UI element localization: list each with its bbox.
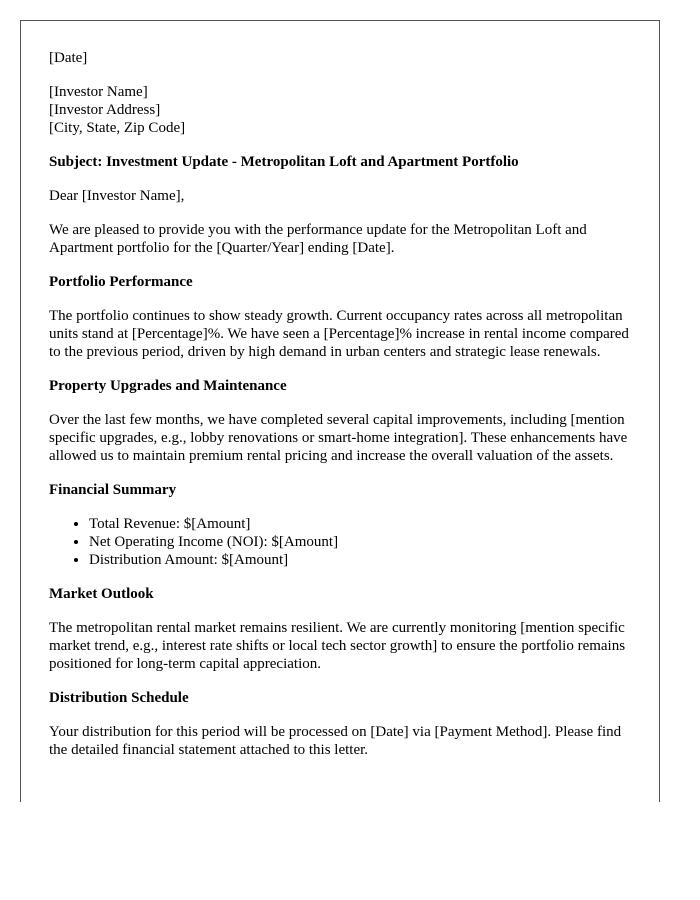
section-heading-financial-summary: Financial Summary <box>49 482 177 498</box>
section-body-upgrades: Over the last few months, we have completed several capital improvements, including [mention specific upgrades, e.g., lobby renovations or smart-home integration]. These enhancements have allowed us to maintain premium rental pricing and increase the overall valuation of the assets. <box>49 412 628 464</box>
letter-subject: Subject: Investment Update - Metropolitan Loft and Apartment Portfolio <box>49 154 519 170</box>
section-heading-market-outlook: Market Outlook <box>49 586 154 602</box>
letter-content <box>49 49 639 775</box>
recipient-city-state-zip: [City, State, Zip Code] <box>49 120 186 136</box>
section-body-distribution-schedule: Your distribution for this period will be processed on [Date] via [Payment Method]. Please find the detailed financial statement attached to this letter. <box>49 724 622 758</box>
recipient-name: [Investor Name] <box>49 84 148 100</box>
section-body-market-outlook: The metropolitan rental market remains resilient. We are currently monitoring [mention specific market trend, e.g., interest rate shifts or local tech sector growth] to ensure the portfolio remains positioned for long-term capital appreciation. <box>49 620 626 672</box>
letter-page <box>20 20 660 802</box>
letter-date: [Date] <box>49 50 88 66</box>
list-item: • Total Revenue: $[Amount] <box>89 515 639 533</box>
financial-summary-list <box>49 515 639 569</box>
section-body-portfolio-performance: The portfolio continues to show steady growth. Current occupancy rates across all metropolitan units stand at [Percentage]%. We have seen a [Percentage]% increase in rental income compared to the previous period, driven by high demand in urban centers and strategic lease renewals. <box>49 308 629 360</box>
section-heading-portfolio-performance: Portfolio Performance <box>49 274 193 290</box>
section-heading-distribution-schedule: Distribution Schedule <box>49 690 189 706</box>
list-item: • Distribution Amount: $[Amount] <box>89 551 639 569</box>
list-item: • Net Operating Income (NOI): $[Amount] <box>89 533 639 551</box>
letter-salutation: Dear [Investor Name], <box>49 188 185 204</box>
recipient-address: [Investor Address] <box>49 102 161 118</box>
letter-intro: We are pleased to provide you with the performance update for the Metropolitan Loft and Apartment portfolio for the [Quarter/Year] ending [Date]. <box>49 222 587 256</box>
section-heading-upgrades: Property Upgrades and Maintenance <box>49 378 287 394</box>
recipient-block <box>49 83 639 137</box>
